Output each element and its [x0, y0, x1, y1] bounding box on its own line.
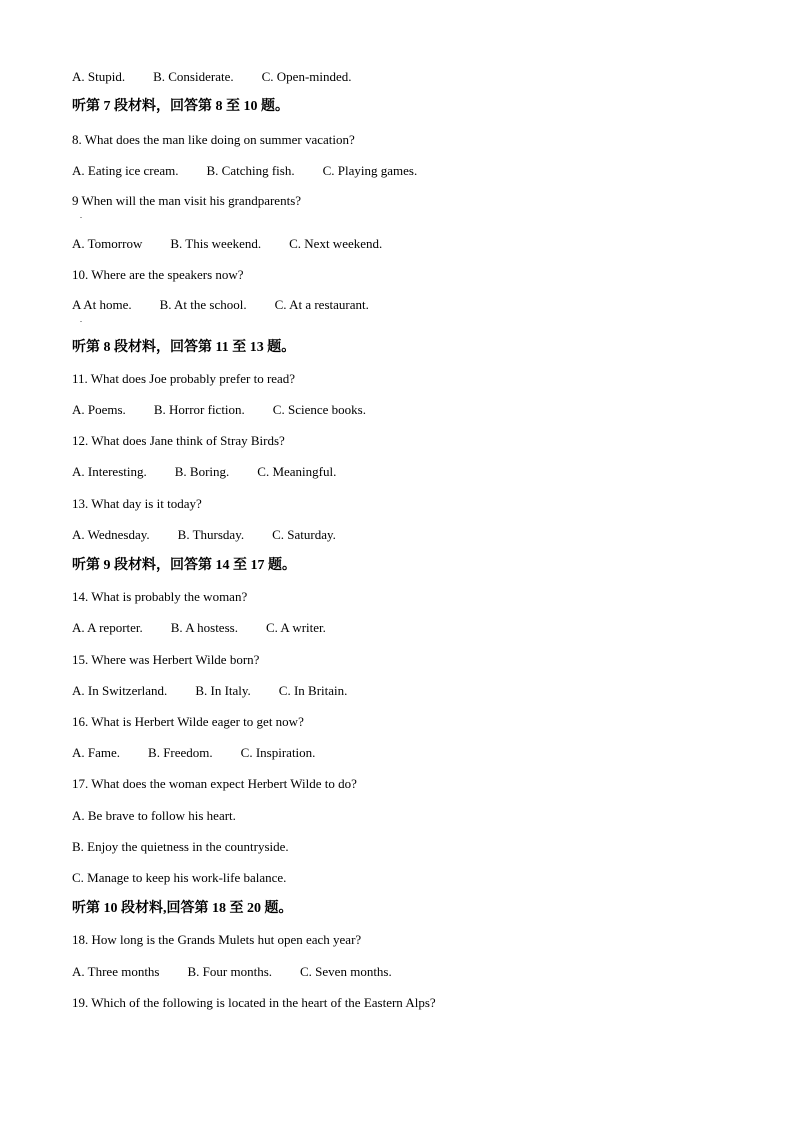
q17-option-a: A. Be brave to follow his heart.: [72, 808, 236, 823]
q9-option-b: B. This weekend.: [170, 236, 262, 251]
q8-options: [72, 163, 445, 179]
q11-options: [72, 402, 394, 418]
q17-text: 17. What does the woman expect Herbert Wilde to do?: [72, 776, 357, 791]
q16-option-b: B. Freedom.: [148, 745, 213, 760]
q16-option-c: C. Inspiration.: [240, 745, 316, 760]
q7-option-b: B. Considerate.: [153, 69, 234, 84]
q12-option-b: B. Boring.: [174, 464, 230, 479]
q11-option-b: B. Horror fiction.: [153, 402, 245, 417]
q9-options: [72, 236, 410, 252]
q15-options: [72, 683, 375, 699]
q13-option-b: B. Thursday.: [177, 527, 245, 542]
q8-option-b: B. Catching fish.: [206, 163, 295, 178]
q7-option-c: C. Open-minded.: [261, 69, 352, 84]
q14-option-a: A. A reporter.: [72, 620, 143, 635]
q12-text: 12. What does Jane think of Stray Birds?: [72, 433, 285, 448]
q19-text: 19. Which of the following is located in the heart of the Eastern Alps?: [72, 995, 436, 1010]
q15-text: 15. Where was Herbert Wilde born?: [72, 652, 260, 667]
q17-option-b: B. Enjoy the quietness in the countryside.: [72, 839, 289, 854]
q11-text: 11. What does Joe probably prefer to read?: [72, 371, 296, 386]
stray-dot: .: [80, 211, 82, 220]
q16-options: [72, 745, 343, 761]
q16-text: 16. What is Herbert Wilde eager to get now?: [72, 714, 304, 729]
q12-option-c: C. Meaningful.: [257, 464, 337, 479]
q16-option-a: A. Fame.: [72, 745, 121, 760]
q15-option-a: A. In Switzerland.: [72, 683, 168, 698]
q18-option-b: B. Four months.: [187, 964, 273, 979]
q17-option-c: C. Manage to keep his work-life balance.: [72, 870, 287, 885]
q13-text: 13. What day is it today?: [72, 496, 202, 511]
stray-dot: .: [80, 315, 82, 324]
q8-option-a: A. Eating ice cream.: [72, 163, 179, 178]
section-heading-8: 听第 8 段材料，回答第 11 至 13 题。: [72, 340, 296, 355]
q9-option-a: A. Tomorrow: [72, 236, 143, 251]
q9-option-c: C. Next weekend.: [289, 236, 383, 251]
q14-text: 14. What is probably the woman?: [72, 589, 248, 604]
q14-option-b: B. A hostess.: [170, 620, 238, 635]
q10-text: 10. Where are the speakers now?: [72, 267, 244, 282]
q13-option-c: C. Saturday.: [272, 527, 336, 542]
q18-text: 18. How long is the Grands Mulets hut open each year?: [72, 932, 362, 947]
q10-option-b: B. At the school.: [159, 297, 247, 312]
section-heading-10: 听第 10 段材料,回答第 18 至 20 题。: [72, 901, 293, 916]
q15-option-b: B. In Italy.: [195, 683, 251, 698]
q11-option-a: A. Poems.: [72, 402, 126, 417]
q10-option-a: A At home.: [72, 297, 132, 312]
q7-options: [72, 69, 380, 85]
q14-options: [72, 620, 354, 636]
q13-option-a: A. Wednesday.: [72, 527, 150, 542]
q13-options: [72, 527, 364, 543]
q12-option-a: A. Interesting.: [72, 464, 147, 479]
q9-text: 9 When will the man visit his grandparents?: [72, 193, 302, 208]
q7-option-a: A. Stupid.: [72, 69, 126, 84]
q18-option-c: C. Seven months.: [300, 964, 392, 979]
section-heading-9: 听第 9 段材料，回答第 14 至 17 题。: [72, 558, 296, 573]
q18-option-a: A. Three months: [72, 964, 160, 979]
q8-option-c: C. Playing games.: [322, 163, 418, 178]
q10-option-c: C. At a restaurant.: [274, 297, 369, 312]
q12-options: [72, 464, 364, 480]
q14-option-c: C. A writer.: [265, 620, 326, 635]
q18-options: [72, 964, 420, 980]
q10-options: [72, 297, 397, 313]
q15-option-c: C. In Britain.: [278, 683, 348, 698]
section-heading-7: 听第 7 段材料，回答第 8 至 10 题。: [72, 99, 289, 114]
q8-text: 8. What does the man like doing on summer vacation?: [72, 132, 355, 147]
q11-option-c: C. Science books.: [272, 402, 366, 417]
